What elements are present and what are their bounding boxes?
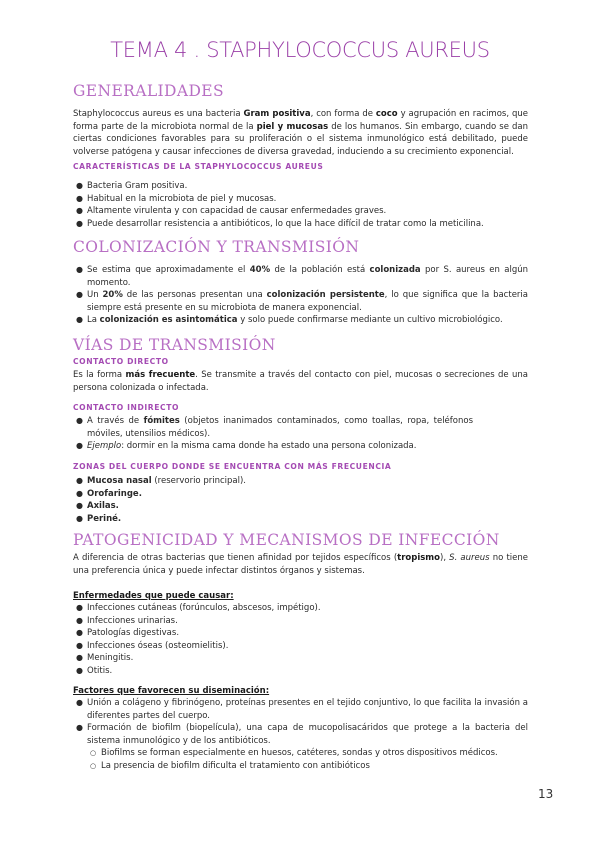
bullet-icon: ● — [76, 265, 83, 274]
bullet-icon: ● — [76, 615, 83, 625]
list-item — [73, 615, 528, 628]
list-item — [73, 180, 528, 193]
list-item-text: Bacteria Gram positiva. — [87, 181, 188, 191]
text-run: (objetos inanimados contaminados, como toallas, ropa, teléfonos móviles, utensilios médicos). — [87, 416, 473, 439]
text-run: La — [87, 315, 100, 326]
text-run: . Se transmite a través del contacto con piel, mucosas o secreciones de una persona colonizada o infectada. — [73, 370, 528, 393]
list-item — [73, 652, 528, 665]
list-item-text: Altamente virulenta y con capacidad de causar enfermedades graves. — [87, 206, 387, 217]
bullet-icon: ● — [76, 488, 83, 498]
list-item — [73, 722, 528, 747]
factores-title: Factores que favorecen su diseminación: — [73, 686, 270, 696]
bold-text: más frecuente — [125, 370, 196, 380]
bullet-icon: ● — [76, 665, 83, 675]
list-item — [73, 488, 528, 501]
text-run: y solo puede confirmarse mediante un cultivo microbiológico. — [237, 315, 503, 326]
list-item-text: Meningitis. — [87, 653, 134, 664]
list-item-text: Unión a colágeno y fibrinógeno, proteínas presentes en el tejido conjuntivo, lo que facilita la invasión a diferentes partes del cuerpo. — [87, 698, 528, 721]
bold-text: 20% — [102, 290, 123, 301]
list-item-text: La presencia de biofilm dificulta el tratamiento con antibióticos — [101, 760, 370, 771]
bold-text: colonización es asintomática — [99, 315, 238, 326]
text-run: A diferencia de otras bacterias que tienen afinidad por tejidos específicos ( — [73, 553, 398, 563]
list-item-text: Biofilms se forman especialmente en huesos, catéteres, sondas y otros dispositivos médicos. — [101, 748, 498, 758]
zonas-list — [73, 475, 528, 525]
list-item — [73, 475, 528, 488]
italic-text: S. aureus — [449, 553, 490, 563]
bullet-icon: ● — [76, 206, 83, 216]
text-run: Staphylococcus aureus es una bacteria — [73, 109, 244, 119]
list-item — [73, 760, 528, 773]
list-item — [73, 697, 528, 722]
bold-text: Gram positiva — [243, 109, 311, 119]
list-item — [73, 627, 528, 640]
bold-text: colonizada — [369, 265, 421, 275]
subheading-caracteristicas: CARACTERÍSTICAS DE LA STAPHYLOCOCCUS AUREUS — [73, 162, 324, 171]
factores-sublist — [73, 747, 528, 772]
bullet-icon: ● — [76, 476, 83, 485]
text-run: Un — [87, 290, 103, 301]
list-item — [73, 205, 528, 218]
heading-patogenicidad: PATOGENICIDAD Y MECANISMOS DE INFECCIÓN — [73, 531, 500, 549]
list-item-text: Formación de biofilm (biopelícula), una capa de mucopolisacáridos que protege a la bacteria del sistema inmunológico y de los antibióticos. — [87, 723, 528, 746]
list-item — [73, 500, 528, 513]
text-run: de los humanos. Sin embargo, cuando se dan ciertas condiciones favorables para su proliferación o el sistema inmunológico está debilitado, puede volverse patógena y causar infecciones de diversa gravedad, induciendo a su crecimiento exponencial. — [73, 121, 528, 157]
list-item — [73, 665, 528, 678]
bullet-icon: ● — [76, 603, 83, 612]
bold-text: Periné. — [87, 513, 122, 524]
list-item-text: Otitis. — [87, 665, 113, 676]
list-item-text: Infecciones óseas (osteomielitis). — [87, 640, 229, 651]
bold-text: colonización persistente — [266, 290, 385, 301]
heading-colonizacion: COLONIZACIÓN Y TRANSMISIÓN — [73, 238, 360, 256]
bullet-icon: ● — [76, 628, 83, 638]
text-run: , con forma de — [310, 109, 376, 119]
page-number: 13 — [538, 787, 554, 801]
bullet-icon: ● — [76, 290, 83, 300]
italic-text: Ejemplo — [87, 441, 122, 452]
generalidades-paragraph — [73, 108, 528, 158]
caracteristicas-list — [73, 180, 528, 230]
bullet-icon: ● — [76, 513, 83, 523]
list-item — [73, 747, 528, 760]
bullet-icon: ● — [76, 218, 83, 228]
hollow-bullet-icon: ○ — [90, 761, 97, 770]
enfermedades-title: Enfermedades que puede causar: — [73, 591, 234, 601]
colonizacion-list — [73, 264, 528, 327]
list-item-text: Puede desarrollar resistencia a antibióticos, lo que la hace difícil de tratar como la meticilina. — [87, 218, 484, 229]
bullet-icon: ● — [76, 441, 83, 451]
text-run: A través de — [87, 416, 144, 426]
text-run: ), — [440, 553, 450, 563]
list-item-text: Infecciones cutáneas (forúnculos, abscesos, impétigo). — [87, 603, 321, 613]
bold-text: piel y mucosas — [256, 121, 329, 132]
subheading-contacto-indirecto: CONTACTO INDIRECTO — [73, 403, 180, 412]
text-run: (reservorio principal). — [151, 476, 246, 486]
patogenicidad-paragraph — [73, 552, 528, 577]
bullet-icon: ● — [76, 501, 83, 511]
bullet-icon: ● — [76, 193, 83, 203]
list-item — [73, 440, 473, 453]
bold-text: tropismo — [397, 553, 440, 563]
factores-list — [73, 697, 528, 747]
bold-text: 40% — [249, 265, 271, 275]
list-item — [73, 218, 528, 231]
text-run: de las personas presentan una — [122, 290, 267, 301]
bullet-icon: ● — [76, 698, 83, 707]
bullet-icon: ● — [76, 640, 83, 650]
text-run: , lo que significa que la bacteria siempre está presente en su microbiota de manera exponencial. — [87, 290, 528, 313]
heading-vias-transmision: VÍAS DE TRANSMISIÓN — [73, 336, 276, 354]
heading-generalidades: GENERALIDADES — [73, 82, 225, 100]
text-run: de la población está — [270, 265, 370, 275]
list-item — [73, 640, 528, 653]
bullet-icon: ● — [76, 723, 83, 733]
contacto-directo-paragraph — [73, 369, 528, 394]
bold-text: Mucosa nasal — [87, 476, 152, 486]
list-item — [73, 415, 473, 440]
list-item-text: Infecciones urinarias. — [87, 615, 178, 626]
subheading-zonas-cuerpo: ZONAS DEL CUERPO DONDE SE ENCUENTRA CON MÁS FRECUENCIA — [73, 462, 392, 471]
hollow-bullet-icon: ○ — [90, 749, 97, 757]
enfermedades-list — [73, 602, 528, 678]
subheading-contacto-directo: CONTACTO DIRECTO — [73, 357, 169, 366]
page-title: TEMA 4 . STAPHYLOCOCCUS AUREUS — [110, 38, 490, 62]
list-item — [73, 602, 528, 615]
text-run: no tiene una preferencia única y puede infectar distintos órganos y sistemas. — [73, 553, 528, 576]
text-run: Se estima que aproximadamente el — [87, 265, 250, 275]
text-run: y agrupación en racimos, que forma parte de la microbiota normal de la — [73, 109, 528, 132]
list-item — [73, 193, 528, 206]
bullet-icon: ● — [76, 315, 83, 325]
bullet-icon: ● — [76, 653, 83, 663]
list-item — [73, 289, 528, 314]
list-item — [73, 513, 528, 526]
bold-text: coco — [375, 109, 398, 119]
list-item-text: Patologías digestivas. — [87, 628, 180, 639]
list-item — [73, 264, 528, 289]
text-run: : dormir en la misma cama donde ha estado una persona colonizada. — [121, 441, 417, 452]
bullet-icon: ● — [76, 416, 83, 425]
bold-text: Axilas. — [87, 501, 119, 512]
list-item — [73, 314, 528, 327]
bullet-icon: ● — [76, 181, 83, 190]
text-run: por S. aureus en algún momento. — [87, 265, 529, 288]
list-item-text: Habitual en la microbiota de piel y mucosas. — [87, 193, 277, 204]
contacto-indirecto-list — [73, 415, 473, 453]
bold-text: Orofaringe. — [87, 488, 142, 499]
bold-text: fómites — [143, 416, 180, 426]
text-run: Es la forma — [73, 370, 126, 380]
